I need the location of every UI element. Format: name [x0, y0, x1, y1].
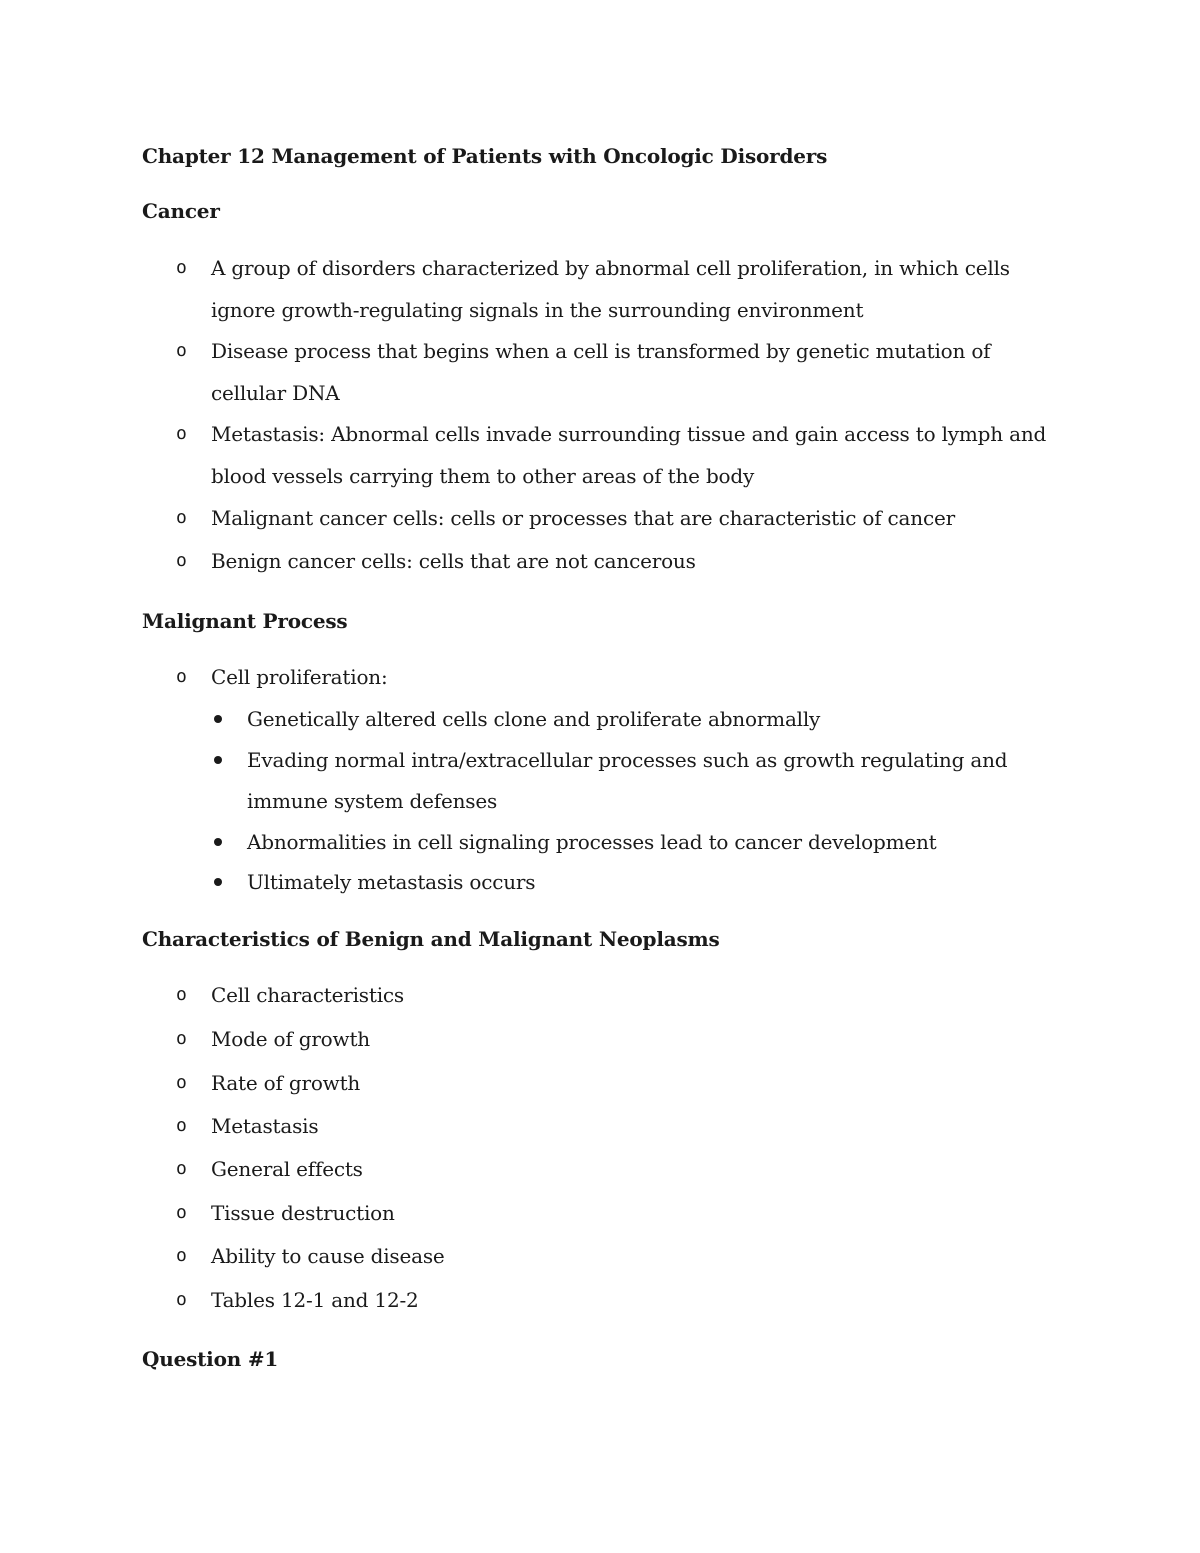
sub-list-item — [247, 699, 1067, 740]
bullet-icon — [214, 756, 222, 764]
list-marker: o — [176, 1245, 187, 1266]
list-item — [176, 1192, 1071, 1234]
list-item — [176, 540, 1071, 582]
list-marker: o — [176, 423, 187, 444]
list-item — [176, 1105, 1071, 1147]
list-item — [176, 1062, 1071, 1104]
list-item — [176, 1279, 1071, 1321]
list-marker: o — [176, 1072, 187, 1093]
list-marker: o — [176, 1028, 187, 1049]
list-item-text: Malignant cancer cells: cells or processes that are characteristic of cancer — [211, 506, 955, 530]
sub-list-item-text: Abnormalities in cell signaling processes lead to cancer development — [247, 830, 937, 854]
list-item-text: General effects — [211, 1157, 363, 1181]
list-item-text: Ability to cause disease — [211, 1244, 445, 1268]
list-item-text: Metastasis — [211, 1114, 319, 1138]
list-item-text: A group of disorders characterized by abnormal cell proliferation, in which cells ignore growth-regulating signals in the surrounding environment — [211, 256, 1010, 322]
list-item-text: Disease process that begins when a cell is transformed by genetic mutation of cellular DNA — [211, 339, 991, 405]
list-item — [176, 497, 1071, 539]
list-item — [176, 1148, 1071, 1190]
bullet-icon — [214, 838, 222, 846]
list-item — [176, 247, 1071, 331]
list-item — [176, 974, 1071, 1016]
bullet-icon — [214, 715, 222, 723]
list-item-text: Mode of growth — [211, 1027, 370, 1051]
list-marker: o — [176, 666, 187, 687]
sub-list-item — [247, 822, 1067, 863]
list-item-text: Tables 12-1 and 12-2 — [211, 1288, 419, 1312]
list-marker: o — [176, 1202, 187, 1223]
list-item — [176, 1018, 1071, 1060]
section-heading-malignant-process: Malignant Process — [142, 609, 348, 633]
list-item-text: Cell characteristics — [211, 983, 404, 1007]
list-item-text: Metastasis: Abnormal cells invade surrounding tissue and gain access to lymph and blood vessels carrying them to other areas of the body — [211, 422, 1047, 488]
list-item — [176, 413, 1071, 497]
sub-list-item-text: Ultimately metastasis occurs — [247, 870, 536, 894]
list-item-text: Cell proliferation: — [211, 665, 388, 689]
list-marker: o — [176, 1289, 187, 1310]
list-item-text: Rate of growth — [211, 1071, 361, 1095]
list-item — [176, 1235, 1071, 1277]
list-marker: o — [176, 340, 187, 361]
list-marker: o — [176, 507, 187, 528]
sub-list-item-text: Genetically altered cells clone and proliferate abnormally — [247, 707, 821, 731]
list-marker: o — [176, 1115, 187, 1136]
list-marker: o — [176, 1158, 187, 1179]
bullet-icon — [214, 878, 222, 886]
page-title: Chapter 12 Management of Patients with Oncologic Disorders — [142, 144, 828, 168]
list-item-text: Benign cancer cells: cells that are not cancerous — [211, 549, 696, 573]
sub-list-item-text: Evading normal intra/extracellular processes such as growth regulating and immune system defenses — [247, 748, 1008, 813]
list-item-text: Tissue destruction — [211, 1201, 395, 1225]
sub-list-item — [247, 740, 1067, 822]
section-heading-question: Question #1 — [142, 1347, 279, 1371]
sub-list-item — [247, 862, 1067, 903]
list-marker: o — [176, 257, 187, 278]
list-item — [176, 656, 1071, 698]
section-heading-cancer: Cancer — [142, 199, 220, 223]
list-marker: o — [176, 984, 187, 1005]
list-marker: o — [176, 550, 187, 571]
list-item — [176, 330, 1071, 414]
section-heading-characteristics: Characteristics of Benign and Malignant Neoplasms — [142, 927, 720, 951]
